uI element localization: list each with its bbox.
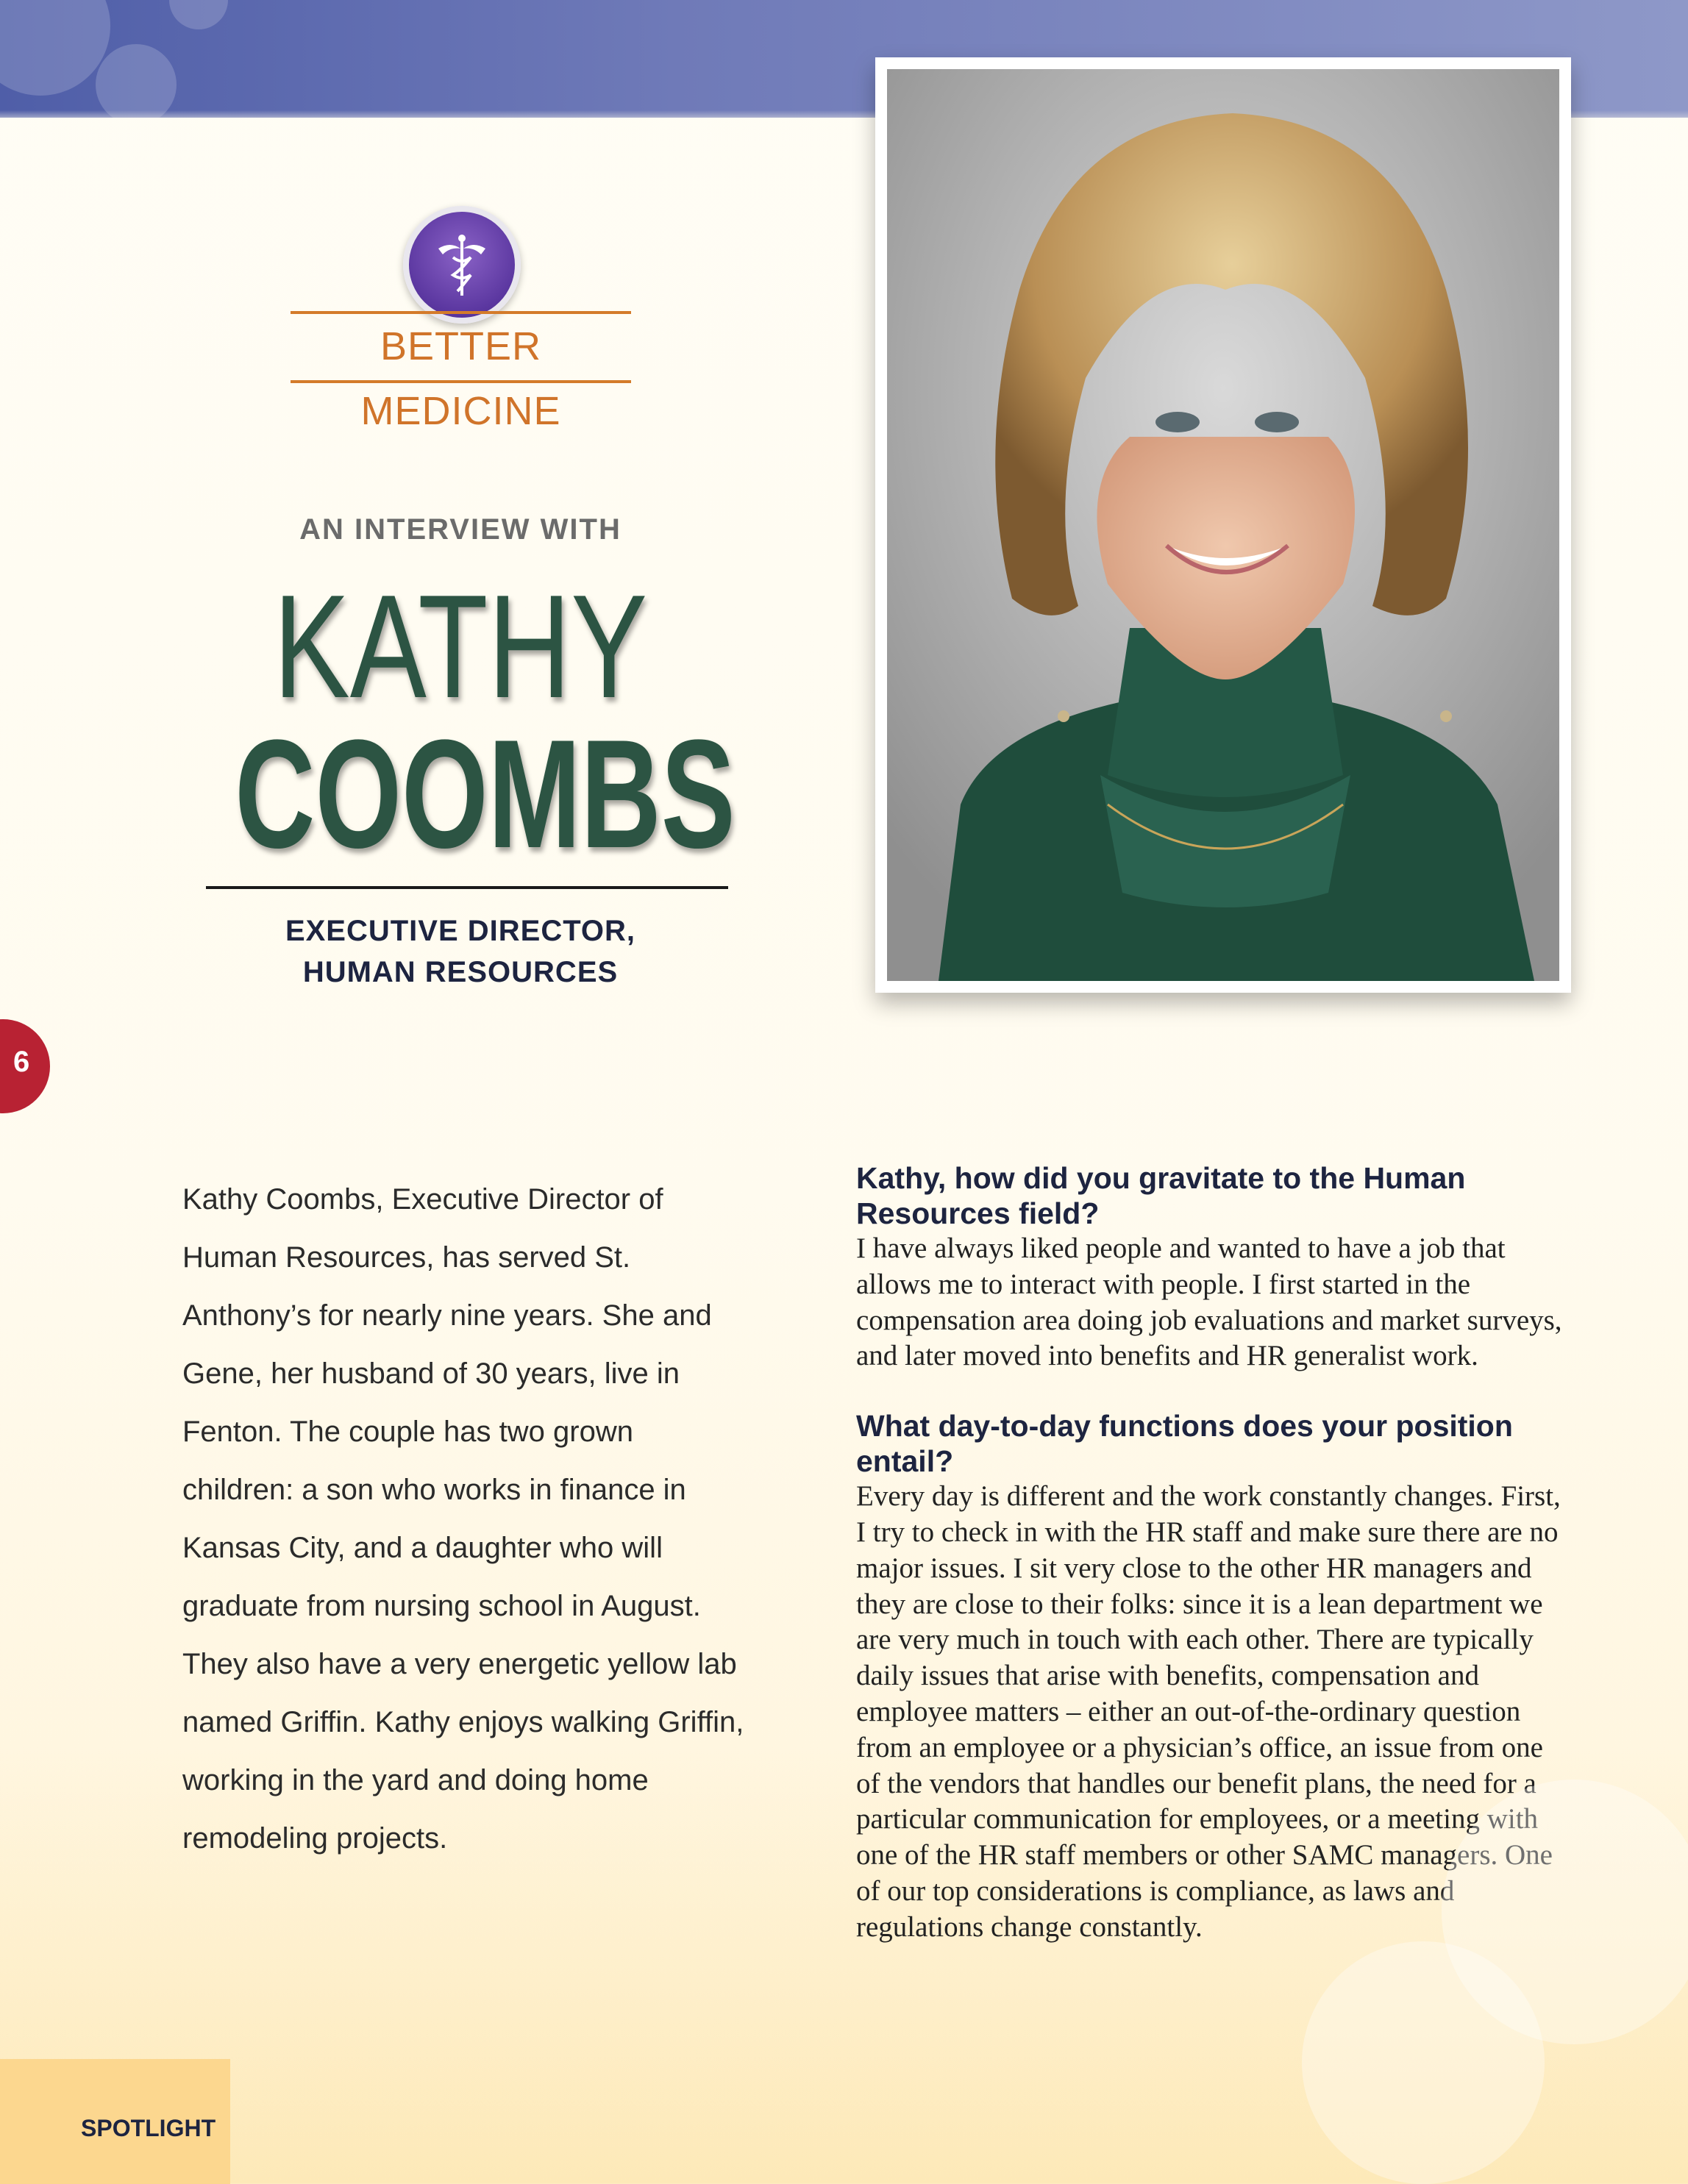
page-number: 6	[13, 1046, 30, 1078]
answer: I have always liked people and wanted to have a job that allows me to interact with people. I first started in the compensation area doing job evaluations and market surveys, and later moved into benefits and HR generalist work.	[856, 1232, 1562, 1372]
question: Kathy, how did you gravitate to the Human Resources field?	[856, 1161, 1466, 1230]
bokeh-circle	[169, 0, 228, 29]
footer-tab	[0, 2059, 230, 2184]
bokeh-circle	[96, 44, 177, 118]
bokeh-circle	[0, 0, 110, 96]
first-name-heading: KATHY	[273, 565, 648, 729]
last-name-heading: COOMBS	[235, 707, 736, 880]
portrait-illustration	[887, 69, 1559, 981]
job-title-line-2: HUMAN RESOURCES	[302, 956, 619, 988]
portrait-photo	[887, 69, 1559, 981]
footer-label: SPOTLIGHT	[81, 2115, 216, 2141]
job-title-line-1: EXECUTIVE DIRECTOR,	[285, 915, 636, 947]
caduceus-icon-glyph	[437, 232, 487, 297]
question: What day-to-day functions does your position entail?	[856, 1409, 1513, 1479]
interview-intro: AN INTERVIEW WITH	[299, 513, 622, 546]
section-label: BETTER MEDICINE	[291, 311, 631, 383]
page-number-badge	[0, 1019, 50, 1113]
bio-paragraph: Kathy Coombs, Executive Director of Human Resources, has served St. Anthony’s for nearly nine years. She and Gene, her husband of 30 years, live in Fenton. The couple has two grown children: a son who works in finance in Kansas City, and a daughter who will graduate from nursing school in August. They also have a very energetic yellow lab named Griffin. Kathy enjoys walking Griffin, working in the yard and doing home remodeling projects.	[182, 1183, 744, 1855]
job-title	[147, 910, 774, 993]
answer: Every day is different and the work constantly changes. First, I try to check in with the HR staff and make sure there are no major issues. I sit very close to the other HR managers and they are close to their folks: since it is a lean department we are very much in touch with each other. There are typically daily issues that arise with benefits, compensation and employee matters – either an out-of-the-ordinary question from an employee or a physician’s office, an issue from one of the vendors that handles our benefit plans, the need for a particular communication for employees, or a meeting with one of the HR staff members or other SAMC managers. One of our top considerations is compliance, as laws and regulations change constantly.	[856, 1480, 1561, 1943]
portrait-frame	[875, 57, 1571, 993]
caduceus-icon	[403, 206, 521, 324]
name-divider	[206, 886, 728, 889]
